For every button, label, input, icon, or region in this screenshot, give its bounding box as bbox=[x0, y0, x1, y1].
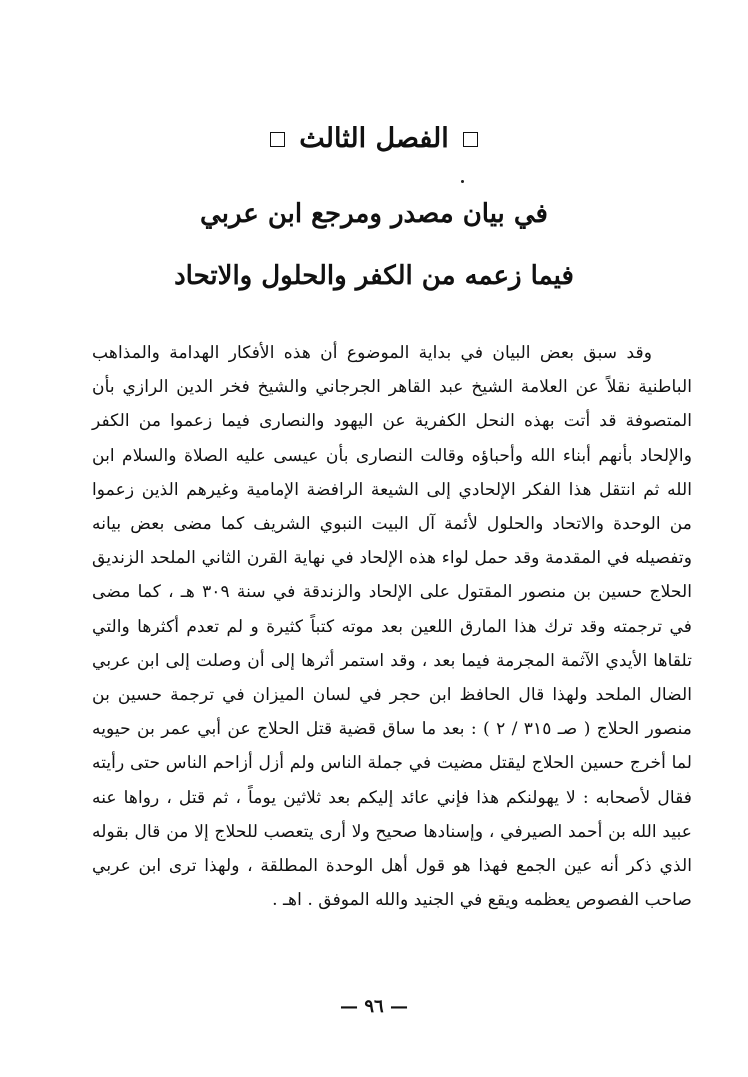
ink-dot bbox=[461, 180, 464, 183]
body-text bbox=[92, 336, 692, 917]
page-number: — ٩٦ — bbox=[340, 996, 408, 1017]
subtitle-line-2: فيما زعمه من الكفر والحلول والاتحاد bbox=[174, 261, 574, 291]
body-paragraph: وقد سبق بعض البيان في بداية الموضوع أن هذه الأفكار الهدامة والمذاهب الباطنية نقلاً عن العلامة الشيخ عبد القاهر الجرجاني والشيخ فخر الدين الرازي بأن المتصوفة قد أتت بهذه النحل الكفرية عن اليهود والنصارى فيما زعموا من الكفر والإلحاد بأنهم أبناء الله وأحباؤه وقالت النصارى بأن عيسى عليه الصلاة والسلام ابن الله ثم انتقل هذا الفكر الإلحادي إلى الشيعة الرافضة الإمامية وغيرهم الذين زعموا من الوحدة والاتحاد والحلول لأئمة آل البيت النبوي الشريف كما مضى بعض بيانه وتفصيله في المقدمة وقد حمل لواء هذه الإلحاد في نهاية القرن الثاني الملحد الزنديق الحلاج حسين بن منصور المقتول على الإلحاد والزندقة في سنة ٣٠٩ هـ ، كما مضى في ترجمته وقد ترك هذا المارق اللعين بعد موته كتباً كثيرة و لم تعدم أكثرها والتي تلقاها الأيدي الآثمة المجرمة فيما بعد ، وقد استمر أثرها إلى أن وصلت إلى ابن عربي الضال الملحد ولهذا قال الحافظ ابن حجر في لسان الميزان في ترجمة حسين بن منصور الحلاج ( صـ ٣١٥ / ٢ ) : بعد ما ساق قضية قتل الحلاج عن أبي عمر بن حيويه لما أخرج حسين الحلاج ليقتل مضيت في جملة الناس ولم أزل أزاحم الناس حتى رأيته فقال لأصحابه : لا يهولنكم هذا فإني عائد إليكم بعد ثلاثين يوماً ، ثم قتل ، رواها عنه عبيد الله بن أحمد الصيرفي ، وإسنادها صحيح ولا أرى يتعصب للحلاج إلا من قال بقوله الذي ذكر أنه عين الجمع فهذا هو قول أهل الوحدة المطلقة ، ولهذا ترى ابن عربي صاحب الفصوص يعظمه ويقع في الجنيد والله الموفق . اهـ . bbox=[92, 343, 692, 911]
chapter-title: الفصل الثالث bbox=[299, 123, 449, 154]
square-ornament-icon bbox=[270, 132, 285, 147]
subtitle-line-1: في بيان مصدر ومرجع ابن عربي bbox=[200, 199, 548, 229]
square-ornament-icon bbox=[463, 132, 478, 147]
chapter-heading bbox=[0, 122, 748, 156]
